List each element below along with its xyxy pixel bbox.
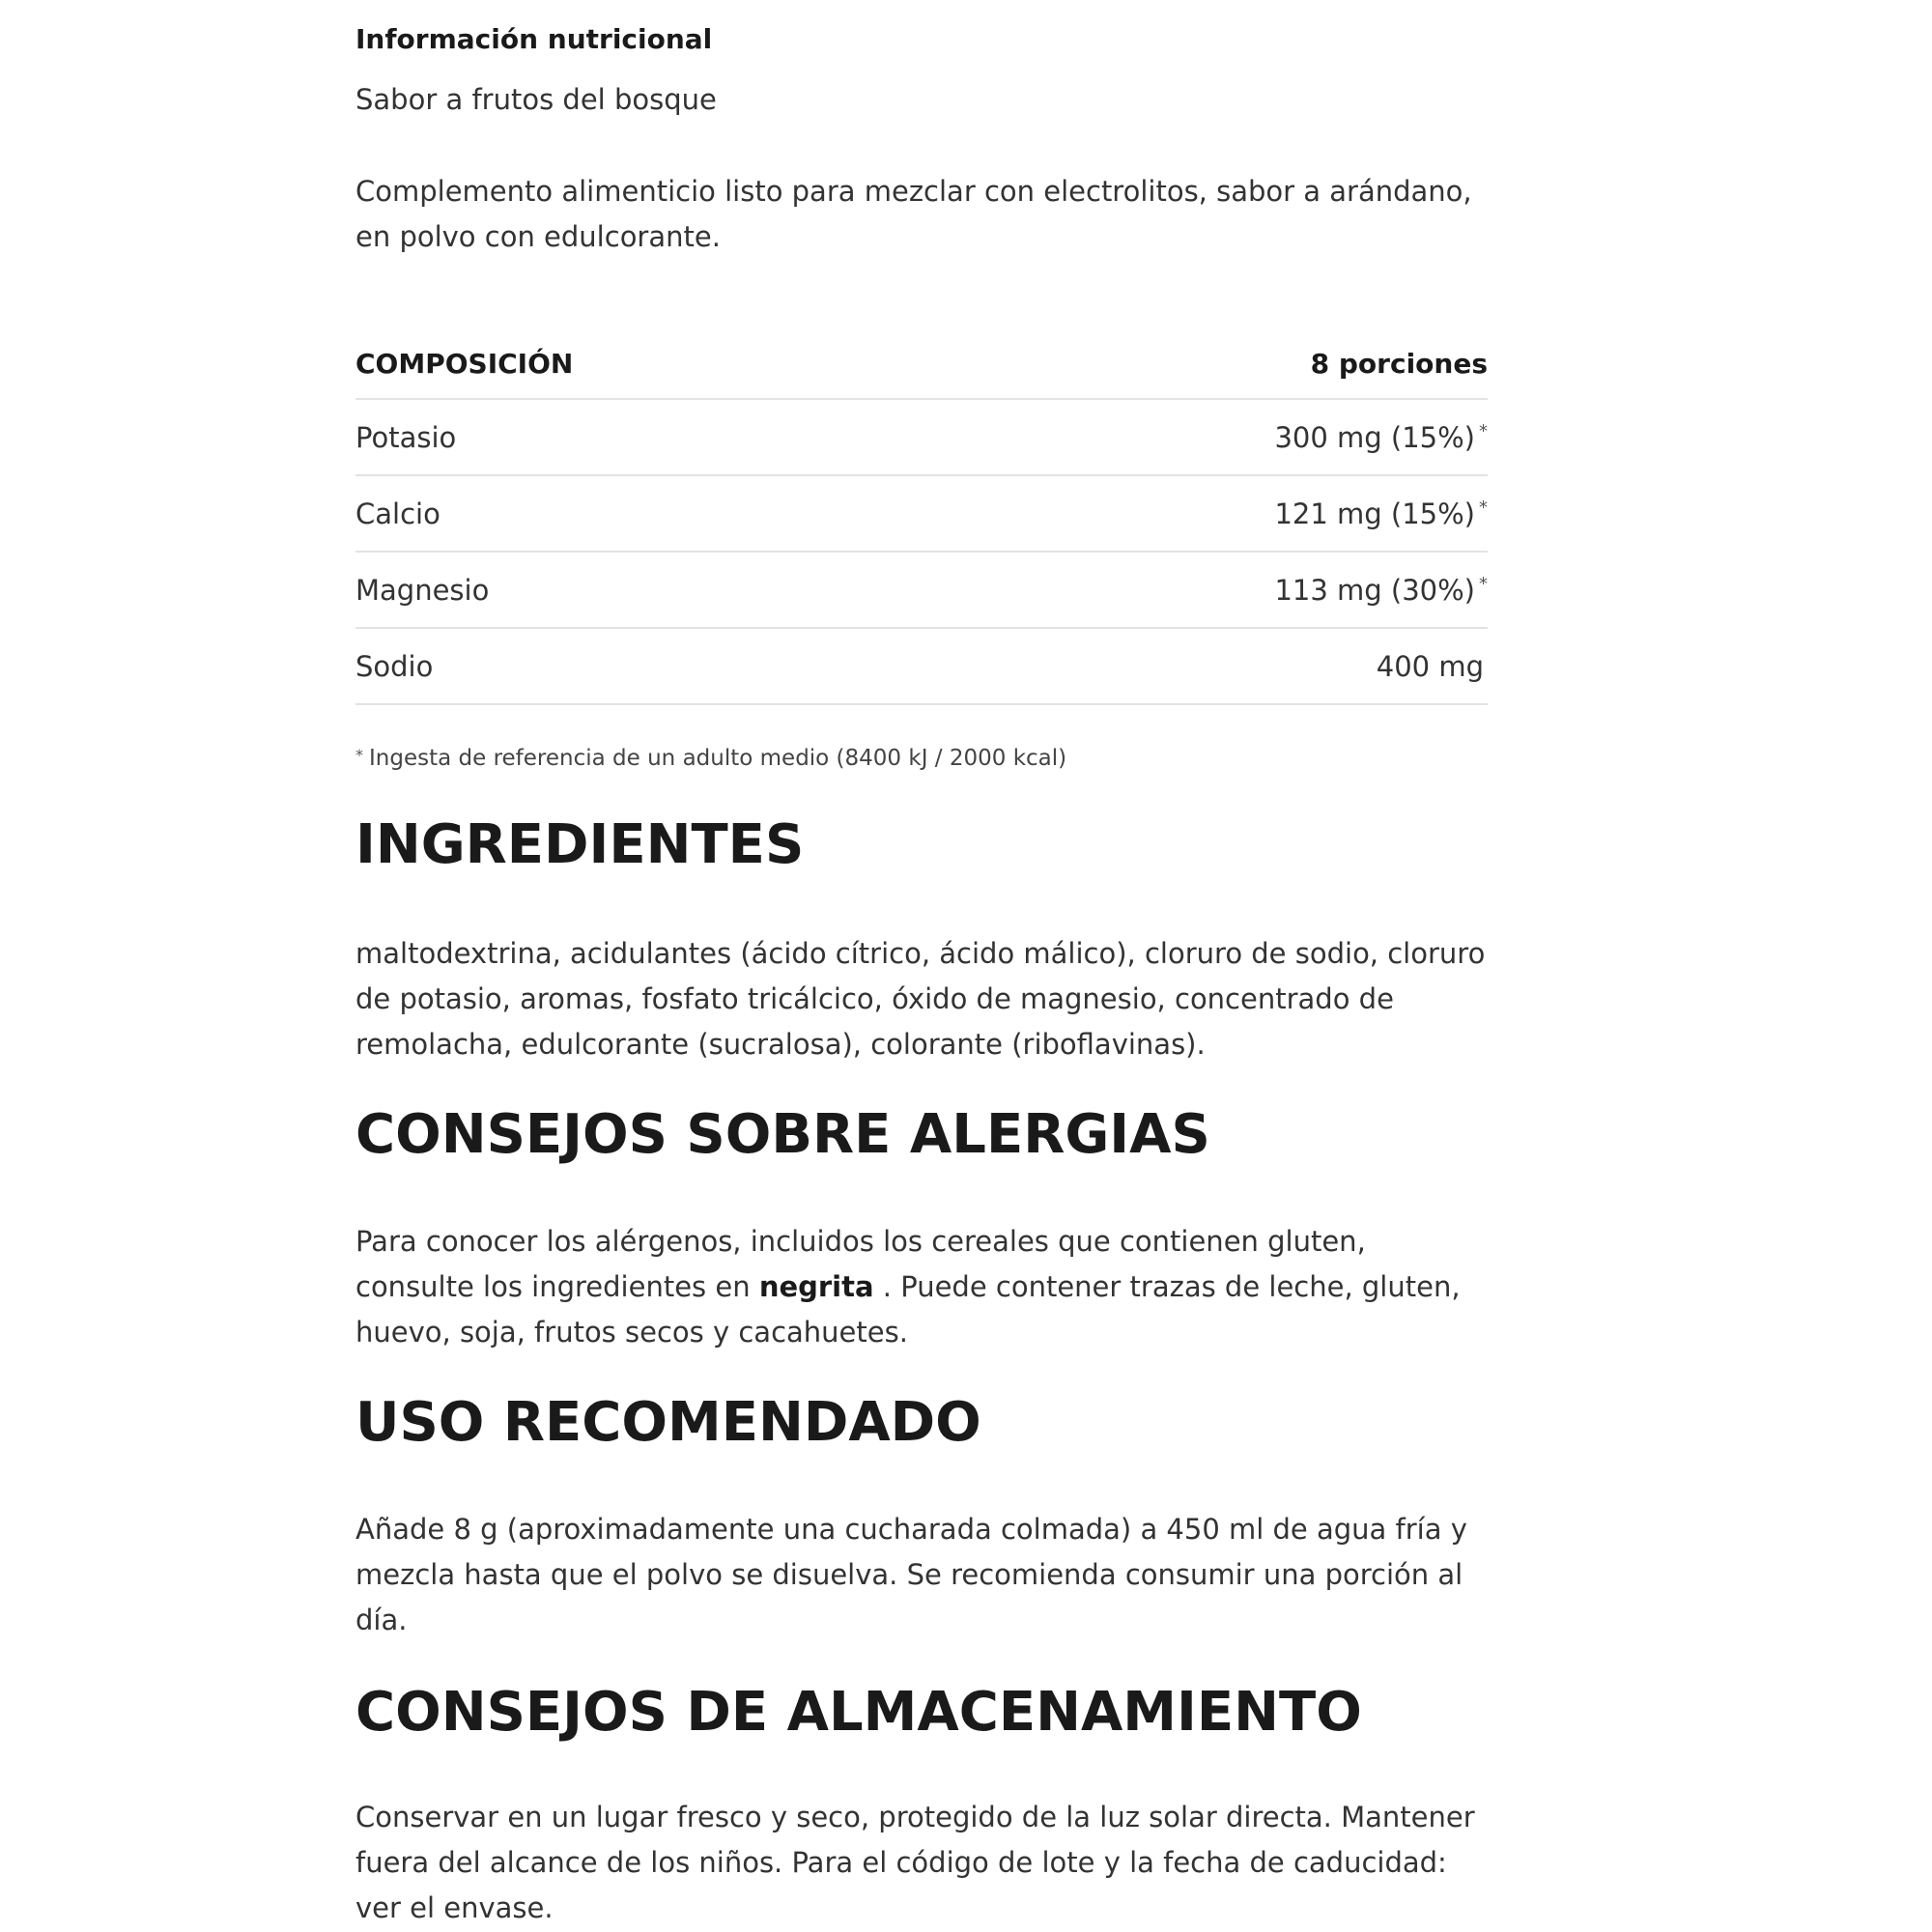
composition-table xyxy=(355,328,1488,705)
ingredients-text: maltodextrina, acidulantes (ácido cítrico, ácido málico), cloruro de sodio, cloruro de potasio, aromas, fosfato tricálcico, óxido de magnesio, concentrado de remolacha, edulcorante (sucralosa), colorante (riboflavinas). xyxy=(355,937,1486,1061)
nutrient-name: Calcio xyxy=(355,497,440,530)
usage-text: Añade 8 g (aproximadamente una cucharada colmada) a 450 ml de agua fría y mezcla hasta que el polvo se disuelva. Se recomienda consumir una porción al día. xyxy=(355,1513,1467,1636)
nutrient-value: 400 mg xyxy=(1376,649,1484,683)
ingredients-heading: INGREDIENTES xyxy=(355,813,805,876)
nutrient-value: 300 mg (15%) * xyxy=(1274,420,1488,454)
bold-keyword: negrita xyxy=(758,1270,874,1303)
reference-mark: * xyxy=(1479,573,1488,594)
product-description: Complemento alimenticio listo para mezclar con electrolitos, sabor a arándano, en polvo con edulcorante. xyxy=(355,175,1472,253)
reference-mark: * xyxy=(1479,497,1488,518)
flavor-label: Sabor a frutos del bosque xyxy=(355,83,717,116)
nutrient-name: Magnesio xyxy=(355,573,490,607)
allergy-text: Para conocer los alérgenos, incluidos los cereales que contienen gluten, consulte los ingredientes en negrita . Puede contener trazas de leche, gluten, huevo, soja, frutos secos y cacahuetes. xyxy=(355,1225,1461,1349)
table-row xyxy=(355,629,1488,705)
composition-header-portion: 8 porciones xyxy=(1310,347,1488,380)
reference-intake-footnote xyxy=(355,746,1066,771)
composition-header xyxy=(355,328,1488,400)
storage-text: Conservar en un lugar fresco y seco, protegido de la luz solar directa. Mantener fuera del alcance de los niños. Para el código de lote y la fecha de caducidad: ver el envase. xyxy=(355,1801,1475,1924)
footnote-mark: * xyxy=(355,746,363,764)
table-row xyxy=(355,476,1488,553)
nutrition-info-title: Información nutricional xyxy=(355,23,713,55)
nutrient-value: 121 mg (15%) * xyxy=(1274,497,1488,530)
allergy-heading: CONSEJOS SOBRE ALERGIAS xyxy=(355,1103,1210,1166)
composition-header-label: COMPOSICIÓN xyxy=(355,347,574,380)
nutrient-name: Potasio xyxy=(355,420,457,454)
table-row xyxy=(355,553,1488,629)
storage-heading: CONSEJOS DE ALMACENAMIENTO xyxy=(355,1681,1362,1744)
reference-mark: * xyxy=(1479,420,1488,441)
usage-heading: USO RECOMENDADO xyxy=(355,1391,981,1454)
footnote-text: Ingesta de referencia de un adulto medio (8400 kJ / 2000 kcal) xyxy=(369,746,1067,771)
nutrient-name: Sodio xyxy=(355,649,434,683)
nutrient-value: 113 mg (30%) * xyxy=(1274,573,1488,607)
table-row xyxy=(355,400,1488,476)
